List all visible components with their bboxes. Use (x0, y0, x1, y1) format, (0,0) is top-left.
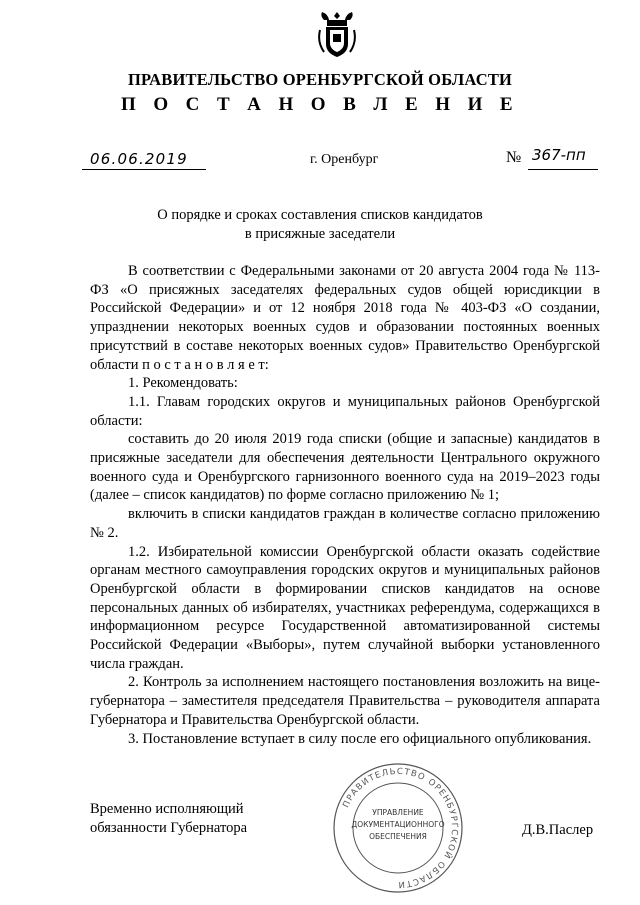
signatory-position-line-1: Временно исполняющий (90, 801, 244, 817)
paragraph-1-1: 1.1. Главам городских округов и муниципальных районов Оренбургской области: (90, 393, 600, 429)
document-title (0, 206, 640, 244)
stamp-line-1: УПРАВЛЕНИЕ (372, 808, 424, 817)
title-line-1: О порядке и сроках составления списков кандидатов (157, 207, 483, 223)
document-date: 06.06.2019 (90, 150, 188, 168)
date-underline (82, 169, 206, 170)
city: г. Оренбург (310, 152, 379, 167)
paragraph-3: 3. Постановление вступает в силу после его официального опубликования. (128, 730, 592, 747)
organization-title: ПРАВИТЕЛЬСТВО ОРЕНБУРГСКОЙ ОБЛАСТИ (127, 70, 513, 89)
paragraph-2: 2. Контроль за исполнением настоящего постановления возложить на вице-губернатора – заместителя председателя Правительства – руководителя аппарата Губернатора и Правительства Оренбургской области. (90, 674, 600, 728)
official-stamp (330, 760, 466, 896)
signatory-name: Д.В.Паслер (522, 822, 594, 838)
signatory-position (90, 800, 247, 838)
paragraph-1-1-b: включить в списки кандидатов граждан в количестве согласно приложению № 2. (90, 506, 600, 541)
number-label: № (506, 149, 522, 166)
coat-of-arms-emblem (316, 10, 358, 60)
stamp-line-3: ОБЕСПЕЧЕНИЯ (369, 832, 427, 841)
paragraph-1-1-a: составить до 20 июля 2019 года списки (общие и запасные) кандидатов в присяжные заседатели для обеспечения деятельности Центрального окружного военного суда и Оренбургского гарнизонного военного суда на 2019–2023 годы (далее – список кандидатов) по форме согласно приложению № 1; (90, 431, 600, 504)
document-number: 367-пп (532, 146, 586, 164)
document-body (90, 262, 600, 748)
title-line-2: в присяжные заседатели (244, 226, 396, 242)
signatory-position-line-2: обязанности Губернатора (90, 820, 248, 836)
number-underline (528, 169, 598, 170)
paragraph-preamble: В соответствии с Федеральными законами от 20 августа 2004 года № 113-ФЗ «О присяжных заседателях федеральных судов общей юрисдикции в Российской Федерации» и от 12 ноября 2018 года № 403-ФЗ «О создании, упразднении некоторых военных судов и образовании постоянных военных присутствий в составе некоторых военных судов» Правительство Оренбургской области п о с т а н о в л я е т: (90, 263, 600, 373)
paragraph-1-2: 1.2. Избирательной комиссии Оренбургской области оказать содействие органам местного самоуправления городских округов и муниципальных районов Оренбургской области в формировании списков кандидатов на основе персональных данных об избирателях, участниках референдума, содержащихся в информационном ресурсе Государственной автоматизированной системы Российской Федерации «Выборы», путем случайной выборки установленного числа граждан. (90, 543, 600, 672)
paragraph-1: 1. Рекомендовать: (128, 375, 238, 392)
document-type: П О С Т А Н О В Л Е Н И Е (121, 94, 519, 115)
stamp-ring-text: ПРАВИТЕЛЬСТВО ОРЕНБУРГСКОЙ ОБЛАСТИ (341, 766, 460, 890)
stamp-line-2: ДОКУМЕНТАЦИОННОГО (351, 820, 445, 829)
